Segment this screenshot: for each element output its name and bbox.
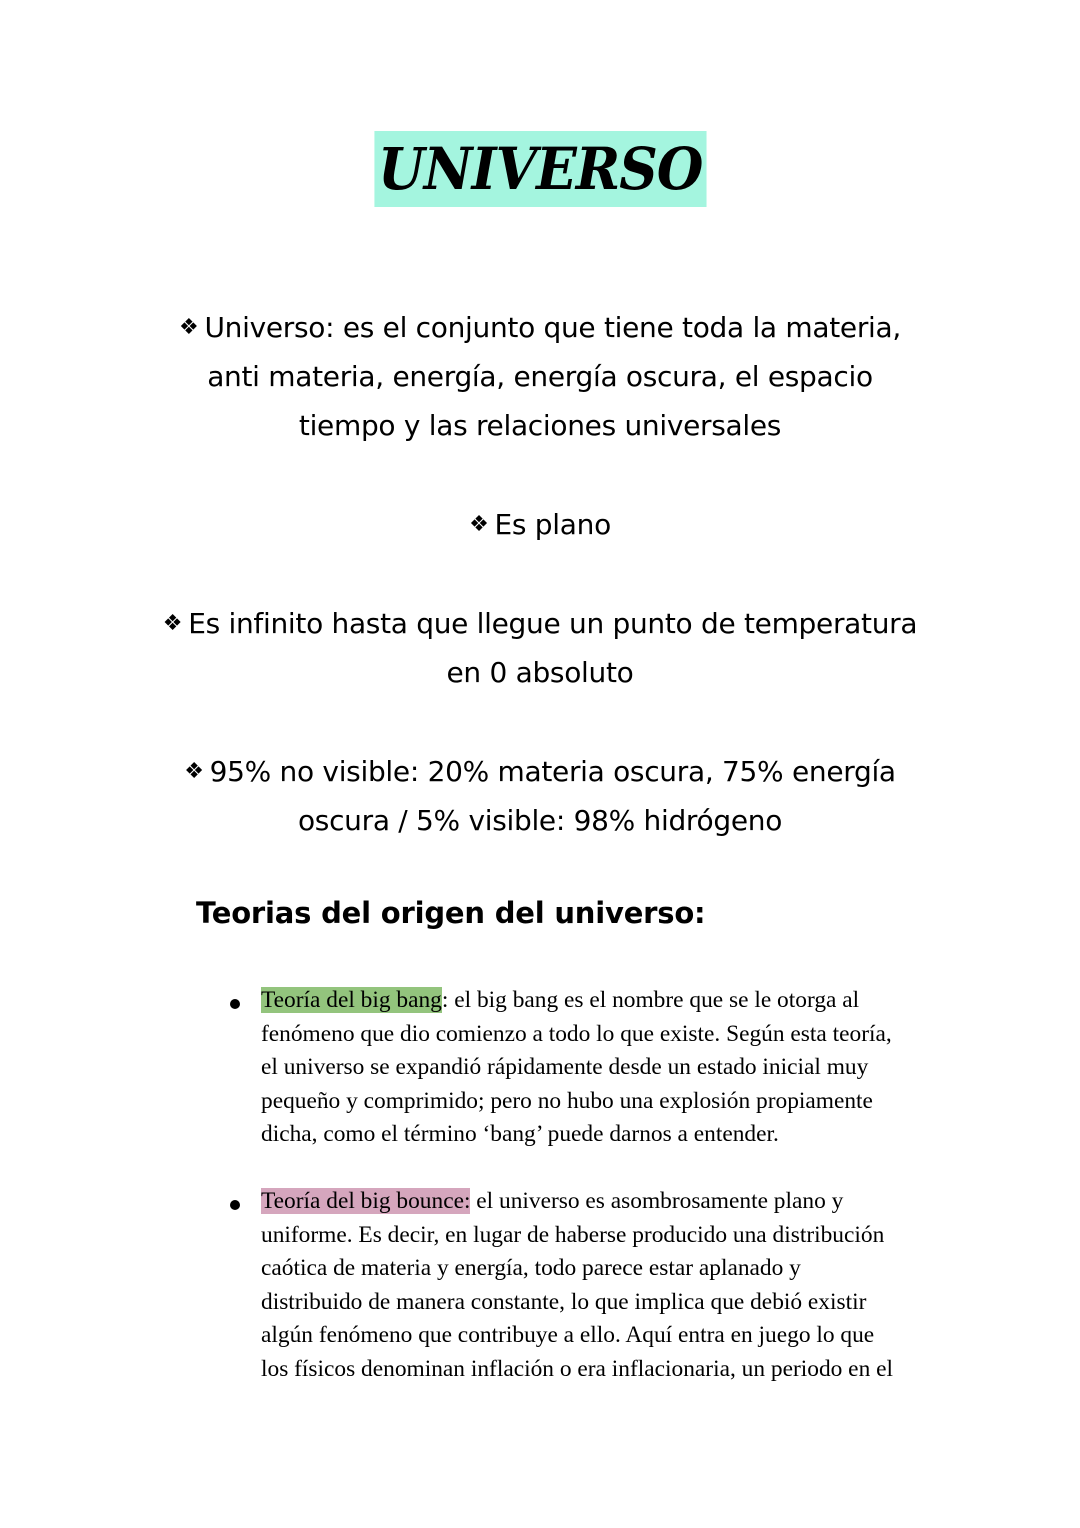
theory-line: Teoría del big bang: el big bang es el nombre que se le otorga al xyxy=(261,987,860,1013)
theory-line: distribuido de manera constante, lo que implica que debió existir xyxy=(261,1288,867,1315)
theory-big-bounce xyxy=(230,1185,960,1387)
highlighted-term: Teoría del big bounce: xyxy=(261,1188,471,1214)
bullet-line: oscura / 5% visible: 98% hidrógeno xyxy=(297,804,783,837)
bullet-es-plano xyxy=(0,500,1080,549)
diamond-cluster-icon: ❖ xyxy=(469,512,489,537)
theory-text xyxy=(261,984,960,1152)
theory-line: Teoría del big bounce: el universo es asombrosamente plano y xyxy=(261,1188,844,1214)
title-container xyxy=(0,131,1080,207)
bullet-line: en 0 absoluto xyxy=(446,656,634,689)
theory-line: fenómeno que dio comienzo a todo lo que existe. Según esta teoría, xyxy=(261,1020,892,1047)
theory-line: dicha, como el término ‘bang’ puede darnos a entender. xyxy=(261,1121,779,1148)
bullet-line: ❖ Es infinito hasta que llegue un punto de temperatura xyxy=(0,599,1080,648)
diamond-cluster-icon: ❖ xyxy=(184,759,204,784)
theory-text xyxy=(261,1185,960,1387)
theory-line: algún fenómeno que contribuye a ello. Aquí entra en juego lo que xyxy=(261,1322,875,1349)
theory-line: pequeño y comprimido; pero no hubo una explosión propiamente xyxy=(261,1087,873,1114)
diamond-cluster-icon: ❖ xyxy=(179,315,199,340)
theory-line: uniforme. Es decir, en lugar de haberse producido una distribución xyxy=(261,1221,885,1248)
theory-big-bang xyxy=(230,984,960,1152)
bullet-line: tiempo y las relaciones universales xyxy=(298,409,782,442)
bullet-dot-icon xyxy=(230,1200,240,1210)
highlighted-term: Teoría del big bang xyxy=(261,987,442,1013)
page-title: UNIVERSO xyxy=(374,131,706,207)
diamond-cluster-icon: ❖ xyxy=(162,611,183,636)
theory-line: caótica de materia y energía, todo parece estar aplanado y xyxy=(261,1255,801,1282)
bullet-line: ❖ Universo: es el conjunto que tiene toda la materia, xyxy=(0,303,1080,352)
bullet-line: ❖ 95% no visible: 20% materia oscura, 75% energía xyxy=(0,747,1080,796)
bullet-line: anti materia, energía, energía oscura, el espacio xyxy=(207,360,873,393)
bullet-dot-icon xyxy=(230,999,240,1009)
bullet-universo-definition xyxy=(0,303,1080,450)
bullet-es-infinito xyxy=(0,599,1080,697)
bullet-composition xyxy=(0,747,1080,845)
theory-line: los físicos denominan inflación o era inflacionaria, un periodo en el xyxy=(261,1355,893,1382)
theory-line: el universo se expandió rápidamente desde un estado inicial muy xyxy=(261,1054,869,1081)
section-heading: Teorias del origen del universo: xyxy=(196,896,706,930)
bullet-line: ❖ Es plano xyxy=(0,500,1080,549)
